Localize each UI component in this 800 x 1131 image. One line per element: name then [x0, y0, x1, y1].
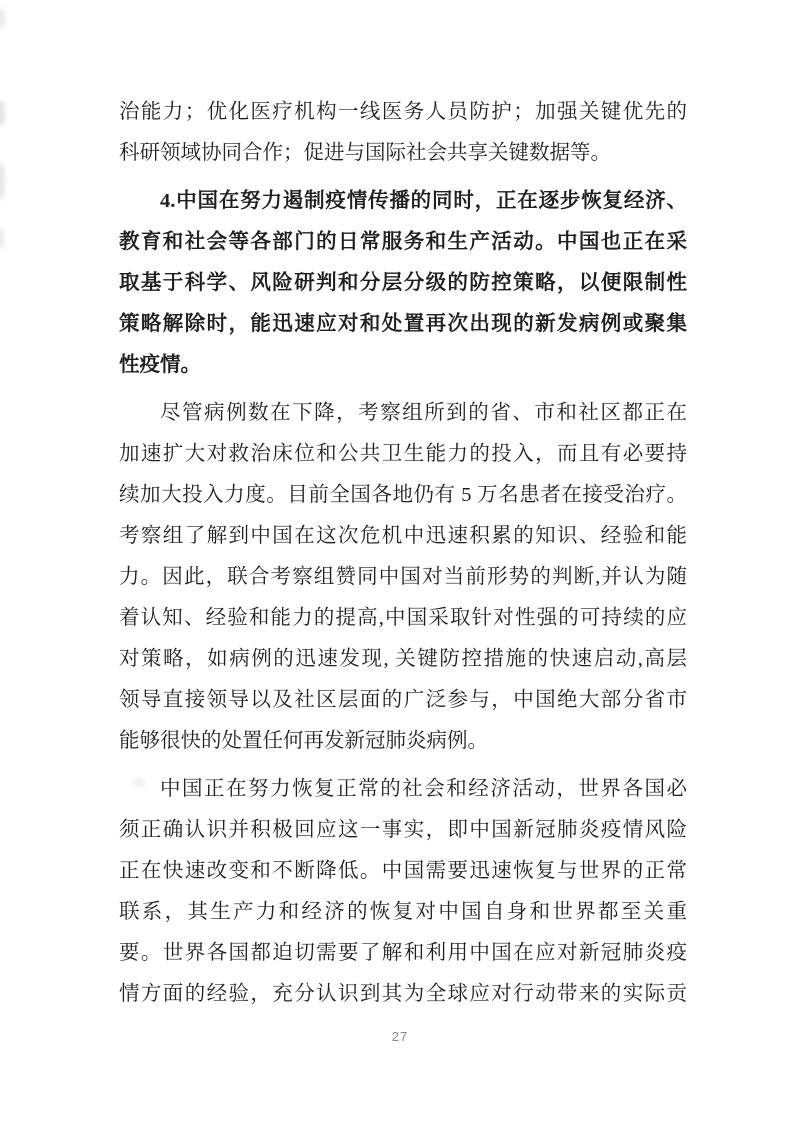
- text-line: 情方面的经验，充分认识到其为全球应对行动带来的实际贡: [119, 983, 687, 1005]
- text-line: 加速扩大对救治床位和公共卫生能力的投入，而且有必要持: [119, 443, 687, 465]
- text-line: 取基于科学、风险研判和分层分级的防控策略，以便限制性: [119, 272, 687, 294]
- text-line: 中国正在努力恢复正常的社会和经济活动，世界各国必: [160, 778, 687, 800]
- page-body: [119, 92, 687, 1015]
- scan-artifact: [0, 100, 5, 126]
- paragraph-point-4: [119, 181, 687, 386]
- scan-artifact: [0, 162, 5, 200]
- text-line: 考察组了解到中国在这次危机中迅速积累的知识、经验和能: [119, 525, 687, 547]
- page-number: 27: [391, 1029, 409, 1044]
- text-line: 要。世界各国都迫切需要了解和利用中国在应对新冠肺炎疫: [119, 942, 687, 964]
- text-line: 联系，其生产力和经济的恢复对中国自身和世界都至关重: [119, 901, 687, 923]
- text-line: 能够很快的处置任何再发新冠肺炎病例。: [119, 730, 488, 752]
- text-line: 力。因此，联合考察组赞同中国对当前形势的判断,并认为随: [119, 566, 687, 588]
- text-line: 着认知、经验和能力的提高,中国采取针对性强的可持续的应: [119, 607, 687, 629]
- paragraph-continuation: [119, 92, 687, 174]
- text-line: 正在快速改变和不断降低。中国需要迅速恢复与世界的正常: [119, 860, 687, 882]
- scan-artifact: [0, 8, 5, 28]
- text-line: 须正确认识并积极回应这一事实，即中国新冠肺炎疫情风险: [119, 819, 687, 841]
- text-line: 教育和社会等各部门的日常服务和生产活动。中国也正在采: [119, 231, 687, 253]
- text-line: 策略解除时，能迅速应对和处置再次出现的新发病例或聚集: [119, 313, 687, 335]
- text-line: 性疫情。: [119, 354, 201, 376]
- text-line: 领导直接领导以及社区层面的广泛参与，中国绝大部分省市: [119, 689, 687, 711]
- paragraph-body-2: [119, 769, 687, 1015]
- text-line: 尽管病例数在下降，考察组所到的省、市和社区都正在: [160, 402, 687, 424]
- text-line: 4.中国在努力遏制疫情传播的同时，正在逐步恢复经济、: [160, 190, 687, 212]
- text-line: 科研领域协同合作；促进与国际社会共享关键数据等。: [119, 142, 611, 164]
- text-line: 续加大投入力度。目前全国各地仍有 5 万名患者在接受治疗。: [119, 484, 687, 506]
- text-line: 对策略，如病例的迅速发现, 关键防控措施的快速启动,高层: [119, 648, 687, 670]
- text-line: 治能力；优化医疗机构一线医务人员防护；加强关键优先的: [119, 101, 687, 123]
- paragraph-body-1: [119, 393, 687, 762]
- scan-artifact: [0, 228, 4, 250]
